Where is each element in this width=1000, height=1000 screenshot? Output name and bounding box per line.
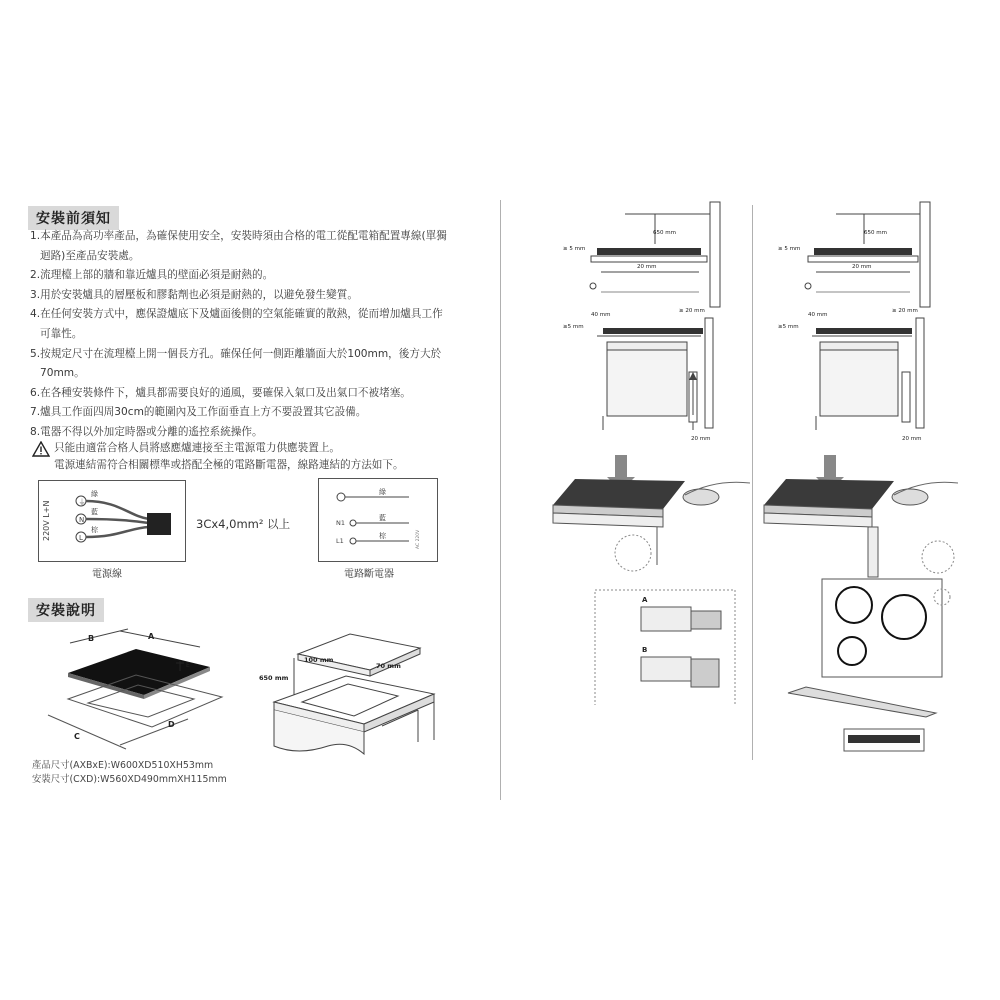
svg-text:棕: 棕 <box>379 532 386 540</box>
breaker-terminal-l: L1 <box>336 537 344 545</box>
mounting-diagram-left <box>545 200 745 450</box>
pre-install-rules <box>30 227 480 443</box>
page-divider-right <box>752 205 753 760</box>
breaker-caption: 電路斷電器 <box>344 569 394 580</box>
wire-blue-label: 藍 <box>91 508 98 516</box>
hob-dimension-drawing <box>38 625 248 755</box>
svg-text:20 mm: 20 mm <box>902 436 922 442</box>
mounting-diagram-right <box>760 200 960 450</box>
dim-label-a: A <box>148 632 155 641</box>
warning-icon <box>32 441 50 457</box>
install-size: 安裝尺寸(CXD):W560XD490mmXH115mm <box>32 774 227 785</box>
rule-item: 4.在任何安裝方式中，應保證爐底下及爐面後側的空氣能確實的散熱，從而增加爐具工作 <box>30 308 443 321</box>
dim-650-left: 650 mm <box>653 230 676 236</box>
wire-green-label: 綠 <box>91 490 98 498</box>
cutout-drawing <box>258 628 443 763</box>
svg-text:≥5 mm: ≥5 mm <box>778 324 799 330</box>
rule-item: 3.用於安裝爐具的層壓板和膠黏劑也必須是耐熱的，以避免發生變質。 <box>30 288 358 301</box>
breaker-diagram <box>318 478 438 562</box>
svg-text:20 mm: 20 mm <box>691 436 711 442</box>
detail-label-b: B <box>642 646 648 654</box>
page-divider-left <box>500 200 501 800</box>
install-title: 安裝說明 <box>28 598 104 622</box>
cutout-dim-70: 70 mm <box>376 662 401 670</box>
cable-spec: 3Cx4,0mm² 以上 <box>196 517 291 531</box>
rule-item: 2.流理檯上部的牆和靠近爐具的壁面必須是耐熱的。 <box>30 269 274 282</box>
svg-text:⏚: ⏚ <box>78 498 86 506</box>
svg-text:藍: 藍 <box>379 514 386 522</box>
pre-install-title: 安裝前須知 <box>28 206 119 230</box>
cutout-dim-100: 100 mm <box>304 656 334 664</box>
svg-text:650 mm: 650 mm <box>864 230 887 236</box>
product-size: 產品尺寸(AXBxE):W600XD510XH53mm <box>32 760 214 771</box>
hob-placement-left <box>545 455 750 705</box>
rule-item: 6.在各種安裝條件下，爐具都需要良好的通風，要確保入氣口及出氣口不被堵塞。 <box>30 386 411 399</box>
svg-text:≥ 20 mm: ≥ 20 mm <box>892 308 918 314</box>
rule-item-continued: 迴路)至產品安裝處。 <box>40 249 140 262</box>
power-cord-caption: 電源線 <box>92 569 122 580</box>
dim-label-e: E <box>186 662 190 669</box>
rule-item-continued: 70mm。 <box>40 367 85 380</box>
rule-item-continued: 可靠性。 <box>40 327 83 340</box>
hob-placement-right <box>758 455 958 755</box>
breaker-side-label: AC 220V <box>416 529 421 549</box>
svg-text:20 mm: 20 mm <box>852 264 872 270</box>
power-cord-diagram <box>38 480 186 562</box>
voltage-label: 220V L+N <box>42 500 51 541</box>
svg-text:≥ 5 mm: ≥ 5 mm <box>778 246 801 252</box>
svg-text:40 mm: 40 mm <box>591 312 611 318</box>
rule-item: 7.爐具工作面四周30cm的範圍內及工作面垂直上方不要設置其它設備。 <box>30 406 367 419</box>
wire-brown-label: 棕 <box>91 526 98 534</box>
warning-line-2: 電源連結需符合相關標準或搭配全極的電路斷電器，線路連結的方法如下。 <box>54 458 404 471</box>
svg-text:≥ 20 mm: ≥ 20 mm <box>679 308 705 314</box>
svg-text:≥5 mm: ≥5 mm <box>563 324 584 330</box>
rule-item: 5.按規定尺寸在流理檯上開一個長方孔。確保任何一側距離牆面大於100mm，後方大於 <box>30 347 442 360</box>
warning-line-1: 只能由適當合格人員將感應爐連接至主電源電力供應裝置上。 <box>54 442 341 454</box>
warning-block <box>32 439 482 475</box>
svg-text:N: N <box>79 516 85 524</box>
svg-text:20 mm: 20 mm <box>637 264 657 270</box>
breaker-terminal-n: N1 <box>336 519 345 527</box>
dim-label-d: D <box>168 720 175 729</box>
svg-text:綠: 綠 <box>379 488 386 496</box>
dim-label-b: B <box>88 634 95 643</box>
cutout-dim-650: 650 mm <box>259 674 289 682</box>
svg-text:40 mm: 40 mm <box>808 312 828 318</box>
dim-label-c: C <box>74 732 80 741</box>
rule-item: 8.電器不得以外加定時器或分離的遙控系統操作。 <box>30 425 263 438</box>
rule-item: 1.本產品為高功率產品，為確保使用安全，安裝時須由合格的電工從配電箱配置專線(單獨 <box>30 230 447 242</box>
svg-text:L: L <box>79 534 83 542</box>
svg-text:≥ 5 mm: ≥ 5 mm <box>563 246 586 252</box>
detail-label-a: A <box>642 596 648 604</box>
